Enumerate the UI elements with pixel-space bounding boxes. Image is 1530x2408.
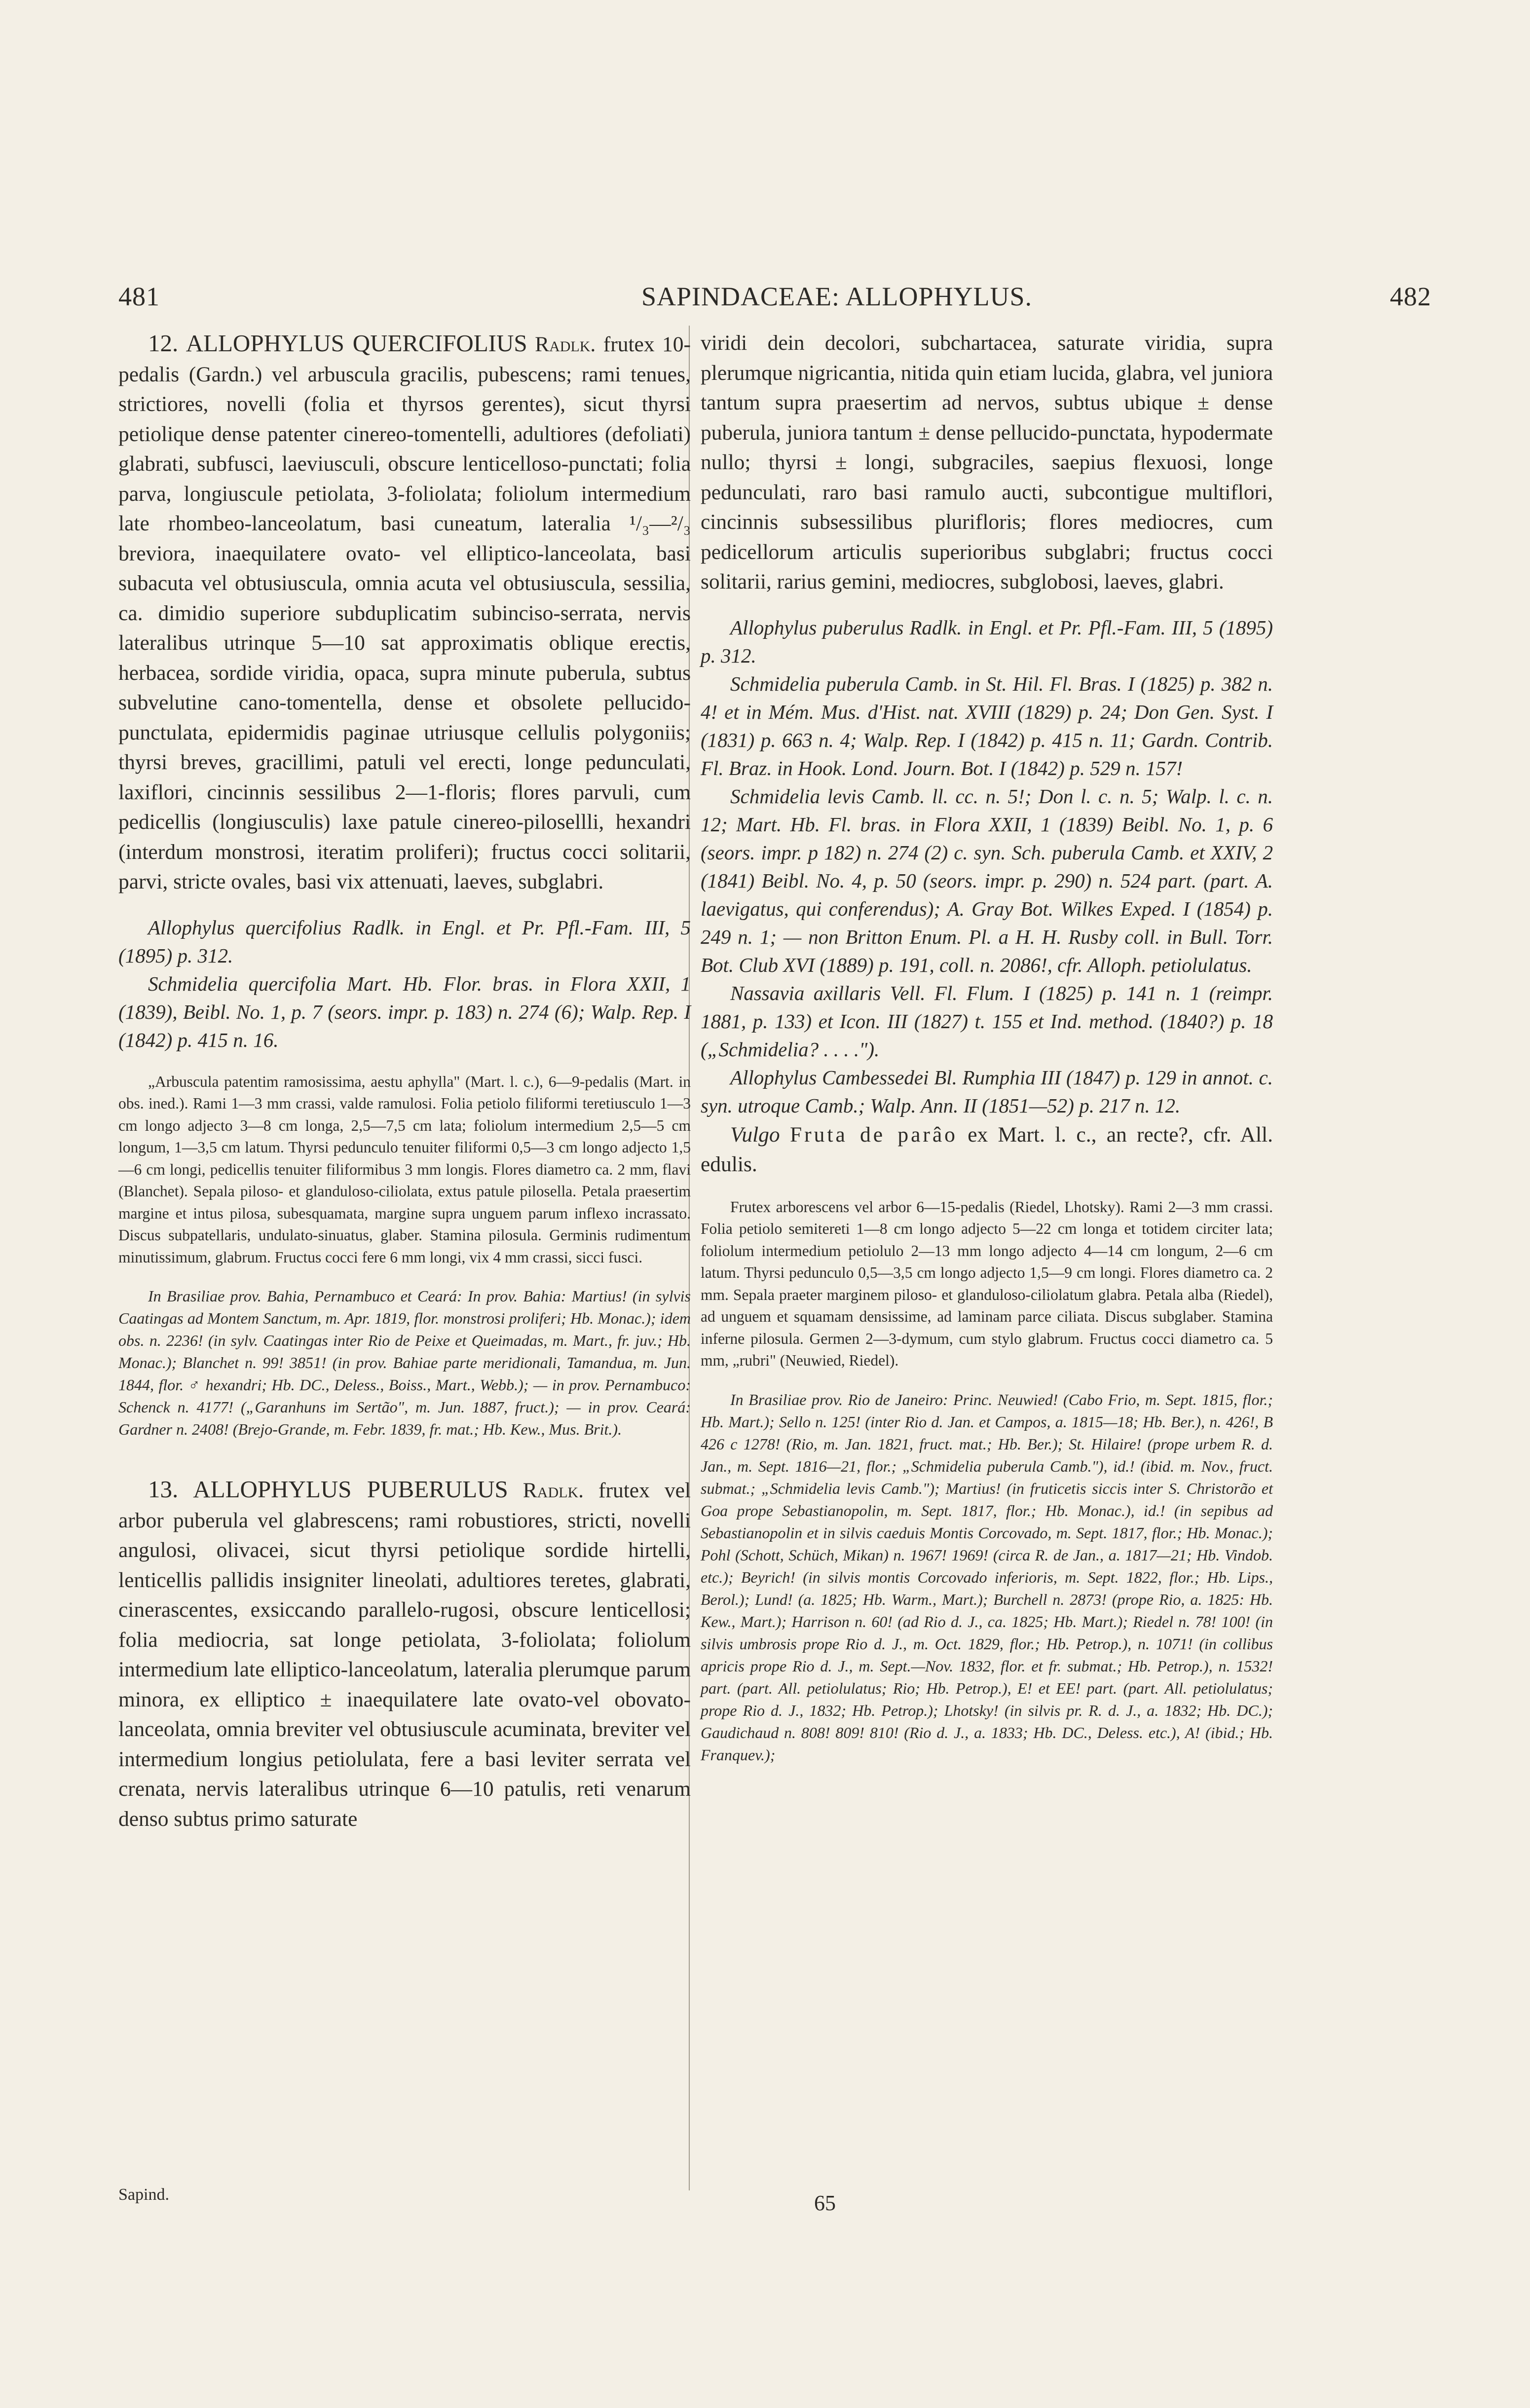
species-12-citation: Allophylus quercifolius Radlk. in Engl. et Pr. Pfl.-Fam. III, 5 (1895) p. 312. bbox=[118, 916, 691, 967]
species-13-author: Radlk. bbox=[522, 1479, 584, 1502]
species-13-name: ALLOPHYLUS PUBERULUS bbox=[193, 1476, 508, 1503]
running-title: SAPINDACEAE: ALLOPHYLUS. bbox=[641, 282, 1033, 311]
species-13-number: 13. bbox=[148, 1476, 179, 1503]
species-13-description-continued: viridi dein decolori, subchartacea, saturate viridia, supra plerumque nigricantia, nitida quin etiam lucida, glabra, vel juniora tantum supra praesertim ad nervos, subtus ubique ± dense puberula, juniora tantum ± dense pellucido-punctata, hypodermate nullo; thyrsi ± longi, subgraciles, saepius flexuosi, longe pedunculati, raro basi ramulo aucti, subcontigue multiflori, cincinnis subsessilibus plurifloris; flores mediocres, cum pedicellorum articulis superioribus subglabri; fructus cocci solitarii, rarius gemini, mediocres, subglobosi, laeves, glabri. bbox=[701, 331, 1273, 593]
species-13-text-left: frutex vel arbor puberula vel glabrescens; rami robustiores, stricti, novelli angulosi, olivacei, sicut thyrsi petiolique sordide hirtelli, lenticellis pallidis insigniter lineolati, adultiores teretes, glabrati, cinerascentes, exsiccando parallelo-rugosi, obscure lenticellosi; folia mediocria, sat longe petiolata, 3-foliolata; foliolum intermedium late elliptico-lanceolatum, lateralia plerumque parum minora, ex elliptico ± inaequilatere late ovato-vel obovato-lanceolata, omnia breviter vel obtusiuscule acuminata, breviter vel intermedium longius petiolulata, fere a basi leviter serrata vel crenata, nervis lateralibus utrinque 6—10 patulis, reti venarum denso subtus primo saturate bbox=[118, 1479, 691, 1831]
left-column bbox=[118, 328, 691, 1834]
sheet-number: 65 bbox=[814, 2191, 836, 2215]
species-12-text: frutex 10-pedalis (Gardn.) vel arbuscula gracilis, pubescens; rami tenues, strictiores, novelli (folia et thyrsos gerentes), sicut thyrsi petiolique dense patenter cinereo-tomentelli, adultiores (defoliati) glabrati, subfusci, laeviusculi, obscure lenticelloso-punctati; folia parva, longiuscule petiolata, 3-foliolata; foliolum intermedium late rhombeo-lanceolatum, basi cuneatum, lateralia ¹/₃—²/₃ breviora, inaequilatere ovato- vel elliptico-lanceolata, basi subacuta vel obtusiuscula, omnia acuta vel obtusiuscula, sessilia, ca. dimidio superiore subduplicatim subinciso-serrata, nervis lateralibus utrinque 5—10 sat approximatis oblique erectis, herbacea, sordide viridia, opaca, supra minute puberula, subtus subvelutine cano-tomentella, dense et obsolete pellucido-punctulata, epidermidis paginae utriusque cellulis polygoniis; thyrsi breves, gracillimi, patuli vel erecti, longe pedunculati, laxiflori, cincinnis sessilibus 2—1-floris; flores parvuli, cum pedicellis (longiusculis) laxe patule cinereo-pilosellli, hexandri (interdum monstrosi, iteratim proliferi); fructus cocci solitarii, parvi, stricte ovales, basi vix attenuati, laeves, subglabri. bbox=[118, 333, 691, 893]
species-13-distribution: In Brasiliae prov. Rio de Janeiro: Princ. Neuwied! (Cabo Frio, m. Sept. 1815, flor.; Hb. Mart.); Sello n. 125! (inter Rio d. Jan. et Campos, a. 1815—18; Hb. Ber.), n. 426!, B 426 c 1278! (Rio, m. Jan. 1821, fruct. mat.; Hb. Ber.); St. Hilaire! (prope urbem R. d. Jan., m. Sept. 1816—21, flor.; „Schmidelia puberula Camb."), id.! (ibid. m. Nov., fruct. submat.; „Schmidelia levis Camb."); Martius! (in fruticetis siccis inter S. Christorão et Goa prope Sebastianopolin, m. Sept. 1817, flor.; Hb. Monac.), id.! (in sepibus ad Sebastianopolin et in silvis caeduis Montis Corcovado, m. Sept. 1817, flor.; Hb. Monac.); Pohl (Schott, Schüch, Mikan) n. 1967! 1969! (circa R. de Jan., a. 1817—21; Hb. Vindob. etc.); Beyrich! (in silvis montis Corcovado inferioris, m. Sept. 1822, flor.; Hb. Lips., Berol.); Lund! (a. 1825; Hb. Warm., Mart.); Burchell n. 2873! (prope Rio, a. 1825: Hb. Kew., Mart.); Harrison n. 60! (ad Rio d. J., ca. 1825; Hb. Mart.); Riedel n. 78! 100! (in silvis umbrosis prope Rio d. J., m. Oct. 1829, flor.; Hb. Petrop.), n. 1071! (in collibus apricis prope Rio d. J., m. Sept.—Nov. 1832, flor. et fr. submat.; Hb. Petrop.), n. 1532! part. (part. All. petiolulatus; Rio; Hb. Petrop.), E! et EE! part. (part. All. petiolulatus; prope Rio d. J., 1832; Hb. Petrop.); Lhotsky! (in silvis pr. R. d. J., a. 1832; Hb. DC.); Gaudichaud n. 808! 809! 810! (Rio d. J., a. 1833; Hb. DC., Deless. etc.), A! (ibid.; Hb. Franquev.); bbox=[701, 1390, 1273, 1764]
right-column bbox=[701, 328, 1273, 1766]
species-12-citation: Schmidelia quercifolia Mart. Hb. Flor. bras. in Flora XXII, 1 (1839), Beibl. No. 1, p. 7 (seors. impr. p. 183) n. 274 (6); Walp. Rep. I (1842) p. 415 n. 16. bbox=[118, 972, 691, 1051]
species-13-notes: Frutex arborescens vel arbor 6—15-pedalis (Riedel, Lhotsky). Rami 2—3 mm crassi. Folia petiolo semitereti 1—8 cm longo adjecto 5—22 cm longa et totidem circiter lata; foliolum intermedium petiolulo 2—13 mm longo adjecto 4—14 cm longum, 2—6 cm latum. Thyrsi pedunculo 0,5—3,5 cm longo adjecto 1,5—9 cm longi. Flores diametro ca. 2 mm. Sepala praeter marginem piloso- et glanduloso-ciliolatum glabra. Petala alba (Riedel), ad unguem et squamam densissime, ad laminam parce ciliata. Discus subglaber. Stamina inferne pilosula. Germen 2—3-dymum, cum stylo glabrum. Fructus cocci diametro ca. 5 mm, „rubri" (Neuwied, Riedel). bbox=[701, 1198, 1273, 1369]
species-12-name: ALLOPHYLUS QUERCIFOLIUS bbox=[186, 330, 527, 357]
species-13-citation: Allophylus Cambessedei Bl. Rumphia III (1847) p. 129 in annot. c. syn. utroque Camb.; Walp. Ann. II (1851—52) p. 217 n. 12. bbox=[701, 1066, 1273, 1117]
species-13-citation: Allophylus puberulus Radlk. in Engl. et Pr. Pfl.-Fam. III, 5 (1895) p. 312. bbox=[701, 616, 1273, 667]
species-12-number: 12. bbox=[148, 330, 179, 357]
vulgo-label: Vulgo bbox=[730, 1122, 780, 1147]
page-number-left: 481 bbox=[118, 282, 160, 311]
page-number-right: 482 bbox=[1390, 282, 1431, 311]
running-header bbox=[118, 281, 1431, 316]
species-13-description-start bbox=[118, 1474, 691, 1834]
species-13-citation: Schmidelia puberula Camb. in St. Hil. Fl. Bras. I (1825) p. 382 n. 4! et in Mém. Mus. d'Hist. nat. XVIII (1829) p. 24; Don Gen. Syst. I (1831) p. 663 n. 4; Walp. Rep. I (1842) p. 415 n. 11; Gardn. Contrib. Fl. Braz. in Hook. Lond. Journ. Bot. I (1842) p. 529 n. 157! bbox=[701, 672, 1273, 779]
species-13-citation: Nassavia axillaris Vell. Fl. Flum. I (1825) p. 141 n. 1 (reimpr. 1881, p. 133) et Icon. III (1827) t. 155 et Ind. method. (1840?) p. 18 („Schmidelia? . . . ."). bbox=[701, 981, 1273, 1061]
signature-mark: Sapind. bbox=[118, 2186, 169, 2204]
species-12-distribution: In Brasiliae prov. Bahia, Pernambuco et Ceará: In prov. Bahia: Martius! (in sylvis Caatingas ad Montem Sanctum, m. Apr. 1819, flor. monstrosi proliferi; Hb. Monac.); idem obs. n. 2236! (in sylv. Caatingas inter Rio de Peixe et Queimadas, m. Mart., fr. juv.; Hb. Monac.); Blanchet n. 99! 3851! (in prov. Bahiae parte meridionali, Tamandua, m. Jun. 1844, flor. ♂ hexandri; Hb. DC., Deless., Boiss., Mart., Webb.); — in prov. Pernambuco: Schenck n. 4177! („Garanhuns im Sertão", m. Jun. 1887, fruct.); — in prov. Ceará: Gardner n. 2408! (Brejo-Grande, m. Febr. 1839, fr. mat.; Hb. Kew., Mus. Brit.). bbox=[118, 1287, 691, 1438]
species-12-notes: „Arbuscula patentim ramosissima, aestu aphylla" (Mart. l. c.), 6—9-pedalis (Mart. in obs. ined.). Rami 1—3 mm crassi, valde ramulosi. Folia petiolo filiformi teretiusculo 1—3 cm longo adjecto 3—8 cm longa, 2,5—7,5 cm lata; foliolum intermedium 2,5—5 cm longum, 1—3,5 cm latum. Thyrsi pedunculo tenuiter filiformi 0,5—3 cm longo adjecto 1,5—6 cm longi, pedicellis tenuiter filiformibus 3 mm longis. Flores diametro ca. 2 mm, flavi (Blanchet). Sepala piloso- et glanduloso-ciliolata, extus patule pilosella. Petala praesertim margine et intus pilosa, subesquamata, margine supra unguem parum inflexo incrassato. Discus subpatellaris, undulato-sinuatus, glaber. Stamina pilosula. Germinis rudimentum minutissimum, glabrum. Fructus cocci fere 6 mm longi, vix 4 mm crassi, sicci fusci. bbox=[118, 1073, 691, 1266]
vulgo-name: Fruta de parâo bbox=[789, 1122, 958, 1147]
vernacular-name bbox=[701, 1120, 1273, 1180]
species-13-citation: Schmidelia levis Camb. ll. cc. n. 5!; Don l. c. n. 5; Walp. l. c. n. 12; Mart. Hb. Fl. bras. in Flora XXII, 1 (1839) Beibl. No. 1, p. 6 (seors. impr. p 182) n. 274 (2) c. syn. Sch. puberula Camb. et XXIV, 2 (1841) Beibl. No. 4, p. 50 (seors. impr. p. 290) n. 524 part. (part. A. laevigatus, qui conferendus); A. Gray Bot. Wilkes Exped. I (1854) p. 249 n. 1; — non Britton Enum. Pl. a H. H. Rusby coll. in Bull. Torr. Bot. Club XVI (1889) p. 191, coll. n. 2086!, cfr. Alloph. petiolulatus. bbox=[701, 784, 1273, 976]
species-12-author: Radlk. bbox=[535, 333, 596, 356]
species-12-description bbox=[118, 328, 691, 897]
vulgo-rest: ex Mart. l. c., an recte?, cfr. All. edulis. bbox=[701, 1122, 1273, 1176]
